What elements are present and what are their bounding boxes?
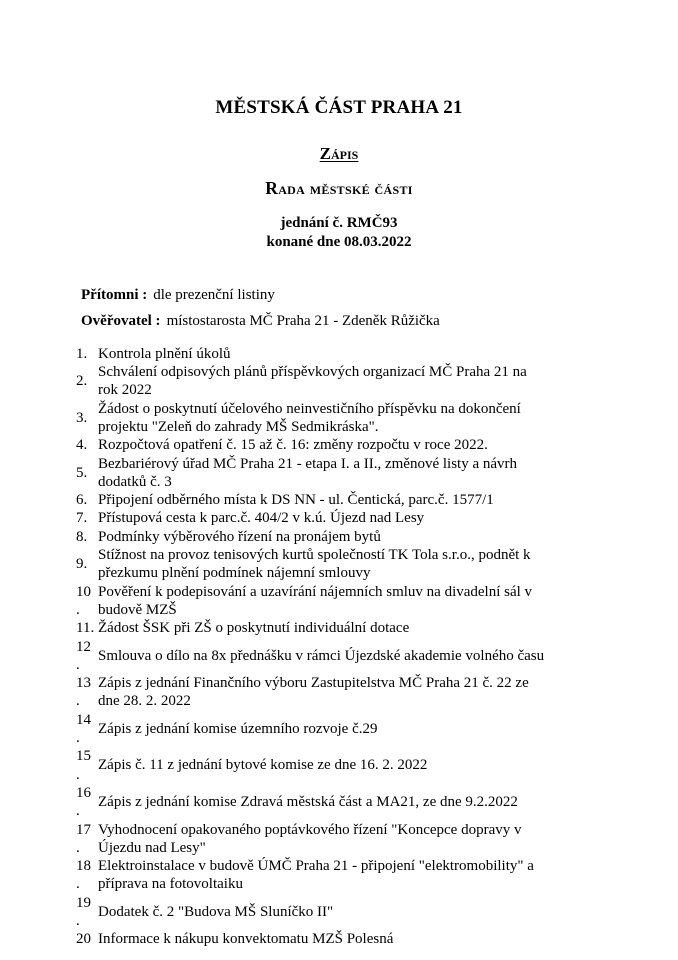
agenda-item-number: 13 . bbox=[76, 675, 91, 710]
agenda-item-number: 15 . bbox=[76, 748, 91, 783]
present-value: dle prezenční listiny bbox=[153, 287, 275, 304]
agenda-item-text: Žádost ŠSK při ZŠ o poskytnutí individuální dotace bbox=[98, 620, 410, 637]
agenda-item-number: 8. bbox=[76, 528, 88, 545]
municipality-title: MĚSTSKÁ ČÁST PRAHA 21 bbox=[215, 97, 463, 118]
agenda-item-4 bbox=[76, 436, 678, 454]
agenda-item-3 bbox=[76, 400, 678, 437]
agenda-item-text: Bezbariérový úřad MČ Praha 21 - etapa I. a II., změnové listy a návrh dodatků č. 3 bbox=[98, 455, 518, 490]
agenda-item-5 bbox=[76, 455, 678, 492]
agenda-item-number: 7. bbox=[76, 510, 88, 527]
agenda-item-number: 9. bbox=[76, 556, 88, 573]
agenda-item-20 bbox=[76, 930, 678, 948]
agenda-item-text: Elektroinstalace v budově ÚMČ Praha 21 - připojení "elektromobility" a příprava na fotovoltaiku bbox=[98, 858, 534, 893]
council-heading: Rada městské části bbox=[265, 178, 413, 199]
present-row bbox=[81, 286, 678, 304]
agenda-item-8 bbox=[76, 528, 678, 546]
agenda-list bbox=[76, 345, 678, 949]
agenda-item-number: 10 . bbox=[76, 583, 91, 618]
agenda-item-2 bbox=[76, 363, 678, 400]
agenda-item-text: Kontrola plnění úkolů bbox=[98, 345, 231, 362]
agenda-item-text: Rozpočtová opatření č. 15 až č. 16: změny rozpočtu v roce 2022. bbox=[98, 437, 488, 454]
agenda-item-text: Pověření k podepisování a uzavírání nájemních smluv na divadelní sál v budově MZŠ bbox=[98, 583, 533, 618]
agenda-item-text: Podmínky výběrového řízení na pronájem bytů bbox=[98, 528, 381, 545]
agenda-item-text: Přístupová cesta k parc.č. 404/2 v k.ú. Újezd nad Lesy bbox=[98, 510, 425, 527]
agenda-item-number: 16 . bbox=[76, 784, 91, 820]
agenda-item-text: Schválení odpisových plánů příspěvkových organizací MČ Praha 21 na rok 2022 bbox=[98, 364, 527, 399]
attendees-section bbox=[81, 286, 678, 330]
agenda-item-number: 20 bbox=[76, 931, 91, 948]
meeting-info bbox=[0, 214, 678, 252]
agenda-item-text: Zápis č. 11 z jednání bytové komise ze dne 16. 2. 2022 bbox=[98, 757, 428, 774]
agenda-item-text: Informace k nákupu konvektomatu MZŠ Polesná bbox=[98, 931, 394, 948]
agenda-item-text: Zápis z jednání Finančního výboru Zastupitelstva MČ Praha 21 č. 22 ze dne 28. 2. 2022 bbox=[98, 675, 529, 710]
agenda-item-14 bbox=[76, 711, 678, 748]
agenda-item-number: 6. bbox=[76, 492, 88, 509]
agenda-item-text: Zápis z jednání komise Zdravá městská část a MA21, ze dne 9.2.2022 bbox=[98, 794, 518, 811]
meeting-number: jednání č. RMČ93 bbox=[280, 215, 398, 232]
agenda-item-number: 3. bbox=[76, 409, 88, 426]
agenda-item-number: 17 . bbox=[76, 821, 91, 856]
agenda-item-17 bbox=[76, 821, 678, 858]
agenda-item-text: Zápis z jednání komise územního rozvoje č.29 bbox=[98, 720, 378, 737]
agenda-item-6 bbox=[76, 491, 678, 509]
agenda-item-text: Smlouva o dílo na 8x přednášku v rámci Újezdské akademie volného času bbox=[98, 647, 545, 664]
agenda-item-number: 18 . bbox=[76, 858, 91, 893]
agenda-item-number: 4. bbox=[76, 437, 88, 454]
agenda-item-number: 2. bbox=[76, 373, 88, 390]
verifier-label: Ověřovatel : bbox=[81, 312, 161, 329]
agenda-item-19 bbox=[76, 894, 678, 931]
agenda-item-13 bbox=[76, 674, 678, 711]
document-header bbox=[0, 0, 678, 252]
agenda-item-16 bbox=[76, 784, 678, 821]
agenda-item-text: Připojení odběrného místa k DS NN - ul. Čentická, parc.č. 1577/1 bbox=[98, 492, 494, 509]
verifier-row bbox=[81, 312, 678, 330]
agenda-item-10 bbox=[76, 583, 678, 620]
agenda-item-number: 19 . bbox=[76, 894, 91, 929]
agenda-item-9 bbox=[76, 546, 678, 583]
present-label: Přítomni : bbox=[81, 287, 148, 304]
agenda-item-18 bbox=[76, 857, 678, 894]
verifier-value: místostarosta MČ Praha 21 - Zdeněk Růžička bbox=[166, 312, 440, 329]
document-type-heading: Zápis bbox=[319, 143, 359, 163]
meeting-date: konané dne 08.03.2022 bbox=[266, 234, 412, 251]
agenda-item-number: 11. bbox=[76, 620, 95, 637]
agenda-item-text: Žádost o poskytnutí účelového neinvestičního příspěvku na dokončení projektu "Zeleň do zahrady MŠ Sedmikráska". bbox=[98, 400, 521, 435]
agenda-item-text: Vyhodnocení opakovaného poptávkového řízení "Koncepce dopravy v Újezdu nad Lesy" bbox=[98, 821, 522, 856]
agenda-item-1 bbox=[76, 345, 678, 363]
agenda-item-number: 1. bbox=[76, 345, 88, 362]
agenda-item-text: Stížnost na provoz tenisových kurtů společností TK Tola s.r.o., podnět k přezkumu plnění podmínek nájemní smlouvy bbox=[98, 547, 531, 582]
agenda-item-15 bbox=[76, 747, 678, 784]
agenda-item-11 bbox=[76, 619, 678, 637]
agenda-item-number: 12 . bbox=[76, 638, 91, 673]
agenda-item-text: Dodatek č. 2 "Budova MŠ Sluníčko II" bbox=[98, 903, 334, 920]
agenda-item-number: 5. bbox=[76, 464, 88, 481]
agenda-item-7 bbox=[76, 509, 678, 527]
agenda-item-12 bbox=[76, 638, 678, 675]
agenda-item-number: 14 . bbox=[76, 711, 91, 747]
